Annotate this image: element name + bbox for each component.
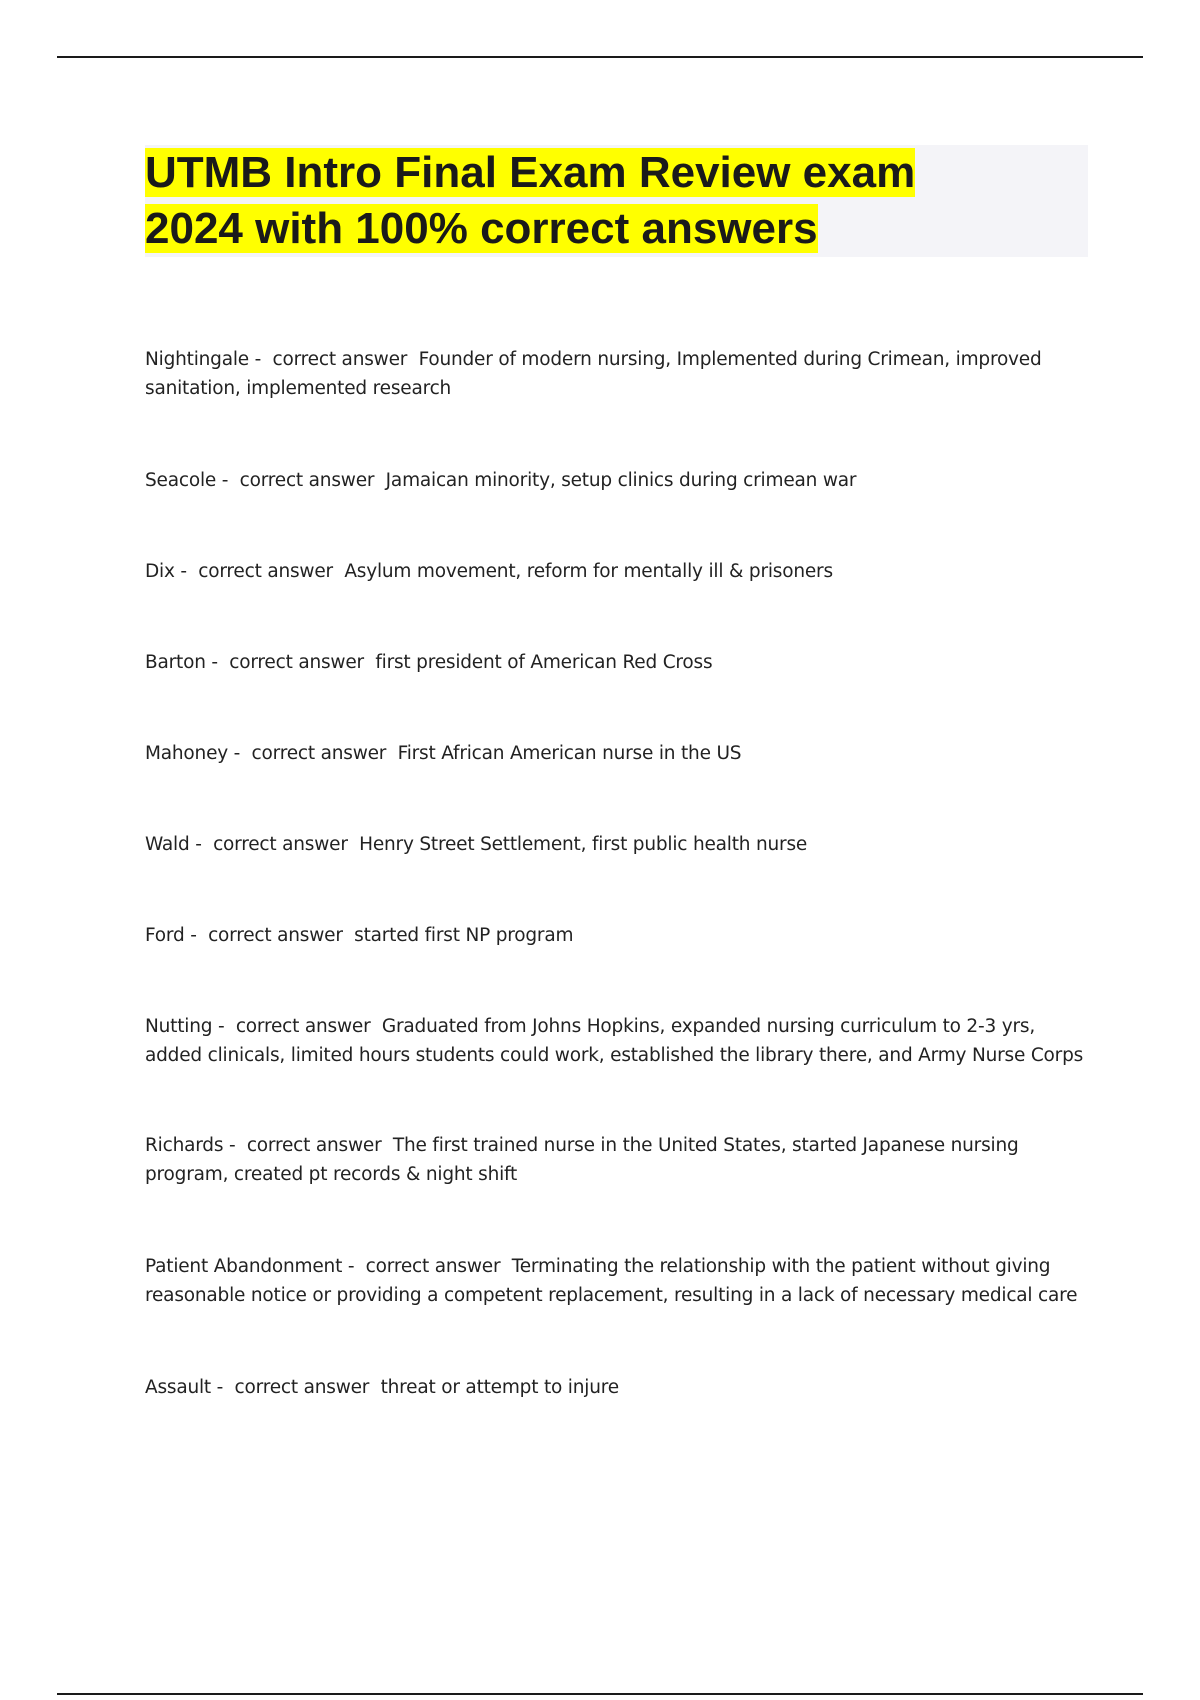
qa-term: Patient Abandonment <box>145 1256 343 1277</box>
qa-term: Dix <box>145 561 175 582</box>
qa-item: Dix - correct answer Asylum movement, reform for mentally ill & prisoners <box>145 561 833 582</box>
bottom-rule <box>57 1693 1143 1695</box>
qa-answer: Henry Street Settlement, first public health nurse <box>359 834 808 855</box>
qa-term: Seacole <box>145 470 217 491</box>
qa-item: Assault - correct answer threat or attempt to injure <box>145 1377 619 1398</box>
qa-answer: First African American nurse in the US <box>397 743 742 764</box>
qa-answer-marker: correct answer <box>246 1135 382 1156</box>
qa-item: Barton - correct answer first president of American Red Cross <box>145 652 713 673</box>
qa-answer-marker: correct answer <box>272 349 408 370</box>
qa-item: Patient Abandonment - correct answer Terminating the relationship with the patient without giving reasonable notice or providing a competent replacement, resulting in a lack of necessary medical care <box>145 1256 1078 1306</box>
qa-term: Ford <box>145 925 185 946</box>
qa-term: Mahoney <box>145 743 228 764</box>
qa-answer-marker: correct answer <box>365 1256 501 1277</box>
qa-answer-marker: correct answer <box>208 925 343 946</box>
qa-item: Seacole - correct answer Jamaican minority, setup clinics during crimean war <box>145 470 857 491</box>
qa-term: Barton <box>145 652 206 673</box>
title-line-1: UTMB Intro Final Exam Review exam <box>145 148 916 197</box>
top-rule <box>57 56 1143 58</box>
qa-answer-marker: correct answer <box>251 743 387 764</box>
qa-answer-marker: correct answer <box>235 1016 371 1037</box>
document-title <box>145 145 1088 257</box>
qa-answer: Asylum movement, reform for mentally ill & prisoners <box>344 561 833 582</box>
qa-term: Richards <box>145 1135 224 1156</box>
qa-term: Wald <box>145 834 190 855</box>
qa-answer-marker: correct answer <box>234 1377 370 1398</box>
qa-item: Nutting - correct answer Graduated from Johns Hopkins, expanded nursing curriculum to 2-3 yrs, added clinicals, limited hours students could work, established the library there, and Army Nurse Corps <box>145 1016 1084 1066</box>
qa-answer: Graduated from Johns Hopkins, expanded nursing curriculum to 2-3 yrs, added clinicals, limited hours students could work, established the library there, and Army Nurse Corps <box>145 1016 1084 1066</box>
qa-answer-marker: correct answer <box>213 834 348 855</box>
qa-answer: first president of American Red Cross <box>375 652 713 673</box>
qa-answer: The first trained nurse in the United States, started Japanese nursing program, created pt records & night shift <box>145 1135 1019 1185</box>
qa-item: Nightingale - correct answer Founder of modern nursing, Implemented during Crimean, improved sanitation, implemented research <box>145 349 1042 399</box>
qa-term: Assault <box>145 1377 211 1398</box>
qa-item: Mahoney - correct answer First African American nurse in the US <box>145 743 742 764</box>
qa-answer-marker: correct answer <box>198 561 333 582</box>
title-line-2: 2024 with 100% correct answers <box>145 204 818 253</box>
qa-item: Wald - correct answer Henry Street Settlement, first public health nurse <box>145 834 808 855</box>
qa-answer: started first NP program <box>354 925 574 946</box>
qa-item: Ford - correct answer started first NP program <box>145 925 574 946</box>
qa-answer-marker: correct answer <box>229 652 364 673</box>
qa-answer: Terminating the relationship with the patient without giving reasonable notice or providing a competent replacement, resulting in a lack of necessary medical care <box>145 1256 1078 1306</box>
qa-answer-marker: correct answer <box>239 470 375 491</box>
qa-term: Nightingale <box>145 349 249 370</box>
qa-answer: Jamaican minority, setup clinics during crimean war <box>385 470 857 491</box>
qa-term: Nutting <box>145 1016 213 1037</box>
qa-answer: Founder of modern nursing, Implemented during Crimean, improved sanitation, implemented research <box>145 349 1042 399</box>
qa-item: Richards - correct answer The first trained nurse in the United States, started Japanese nursing program, created pt records & night shift <box>145 1135 1019 1185</box>
title-panel <box>145 145 1088 257</box>
qa-answer: threat or attempt to injure <box>380 1377 619 1398</box>
